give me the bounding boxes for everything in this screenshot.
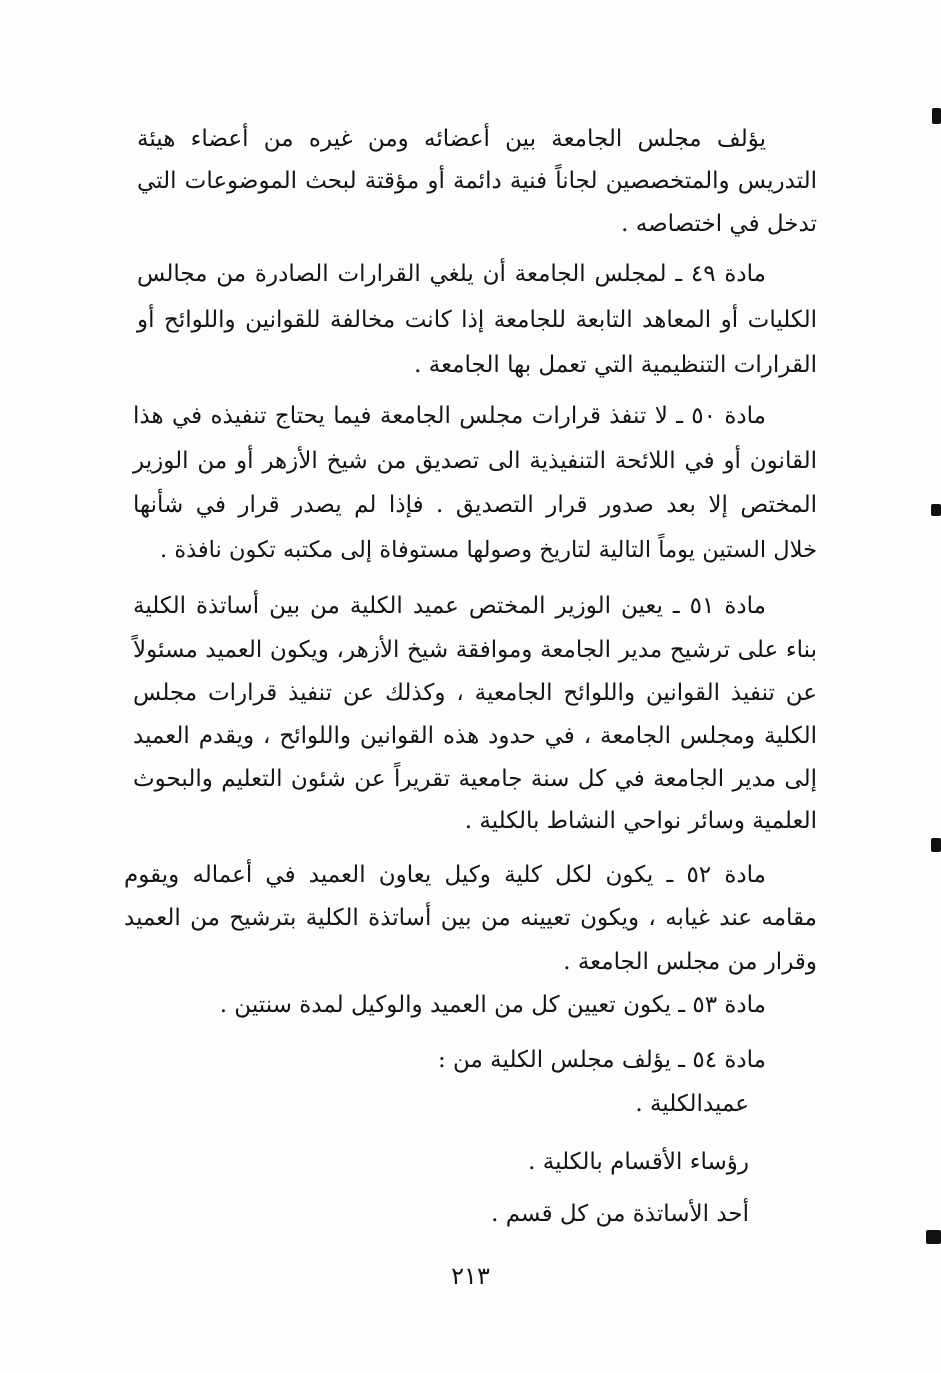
paragraph-line: التدريس والمتخصصين لجاناً فنية دائمة أو مؤقتة لبحث الموضوعات التي (137, 168, 817, 194)
page-number: ٢١٣ (451, 1262, 490, 1290)
article-51-line: الكلية ومجلس الجامعة ، في حدود هذه القوانين واللوائح ، ويقدم العميد (133, 723, 817, 749)
article-51-line: عن تنفيذ القوانين واللوائح الجامعية ، وكذلك عن تنفيذ قرارات مجلس (133, 680, 817, 706)
article-51-line: العلمية وسائر نواحي النشاط بالكلية . (464, 808, 817, 834)
list-item: رؤساء الأقسام بالكلية . (528, 1149, 749, 1175)
article-49-line: الكليات أو المعاهد التابعة للجامعة إذا كانت مخالفة للقوانين واللوائح أو (137, 307, 817, 333)
scan-edge-mark (931, 838, 941, 852)
article-51-line: إلى مدير الجامعة في كل سنة جامعية تقريراً عن شئون التعليم والبحوث (133, 766, 817, 792)
article-51-line: مادة ٥١ ـ يعين الوزير المختص عميد الكلية من بين أساتذة الكلية (133, 593, 766, 619)
scan-edge-mark (931, 504, 941, 516)
article-52-line: مادة ٥٢ ـ يكون لكل كلية وكيل يعاون العميد في أعماله ويقوم (124, 862, 766, 888)
article-50-line: مادة ٥٠ ـ لا تنفذ قرارات مجلس الجامعة فيما يحتاج تنفيذه في هذا (133, 403, 766, 429)
article-52-line: وقرار من مجلس الجامعة . (563, 949, 817, 975)
paragraph-line: تدخل في اختصاصه . (621, 211, 817, 237)
article-54-line: مادة ٥٤ ـ يؤلف مجلس الكلية من : (437, 1047, 766, 1073)
article-50-line: المختص إلا بعد صدور قرار التصديق . فإذا لم يصدر قرار في شأنها (133, 492, 817, 518)
article-51-line: بناء على ترشيح مدير الجامعة وموافقة شيخ الأزهر، ويكون العميد مسئولاً (133, 637, 817, 663)
scan-edge-mark (932, 108, 941, 124)
article-50-line: خلال الستين يوماً التالية لتاريخ وصولها مستوفاة إلى مكتبه تكون نافذة . (160, 537, 817, 563)
scan-edge-mark (926, 1230, 941, 1244)
article-49-line: مادة ٤٩ ـ لمجلس الجامعة أن يلغي القرارات الصادرة من مجالس (137, 261, 766, 287)
article-50-line: القانون أو في اللائحة التنفيذية الى تصديق من شيخ الأزهر أو من الوزير (133, 448, 817, 474)
list-item: أحد الأساتذة من كل قسم . (491, 1201, 749, 1227)
article-49-line: القرارات التنظيمية التي تعمل بها الجامعة . (414, 352, 817, 378)
paragraph-line: يؤلف مجلس الجامعة بين أعضائه ومن غيره من أعضاء هيئة (137, 126, 766, 152)
article-53-line: مادة ٥٣ ـ يكون تعيين كل من العميد والوكيل لمدة سنتين . (219, 992, 766, 1018)
article-52-line: مقامه عند غيابه ، ويكون تعيينه من بين أساتذة الكلية بترشيح من العميد (124, 905, 817, 931)
list-item: عميدالكلية . (635, 1091, 749, 1117)
